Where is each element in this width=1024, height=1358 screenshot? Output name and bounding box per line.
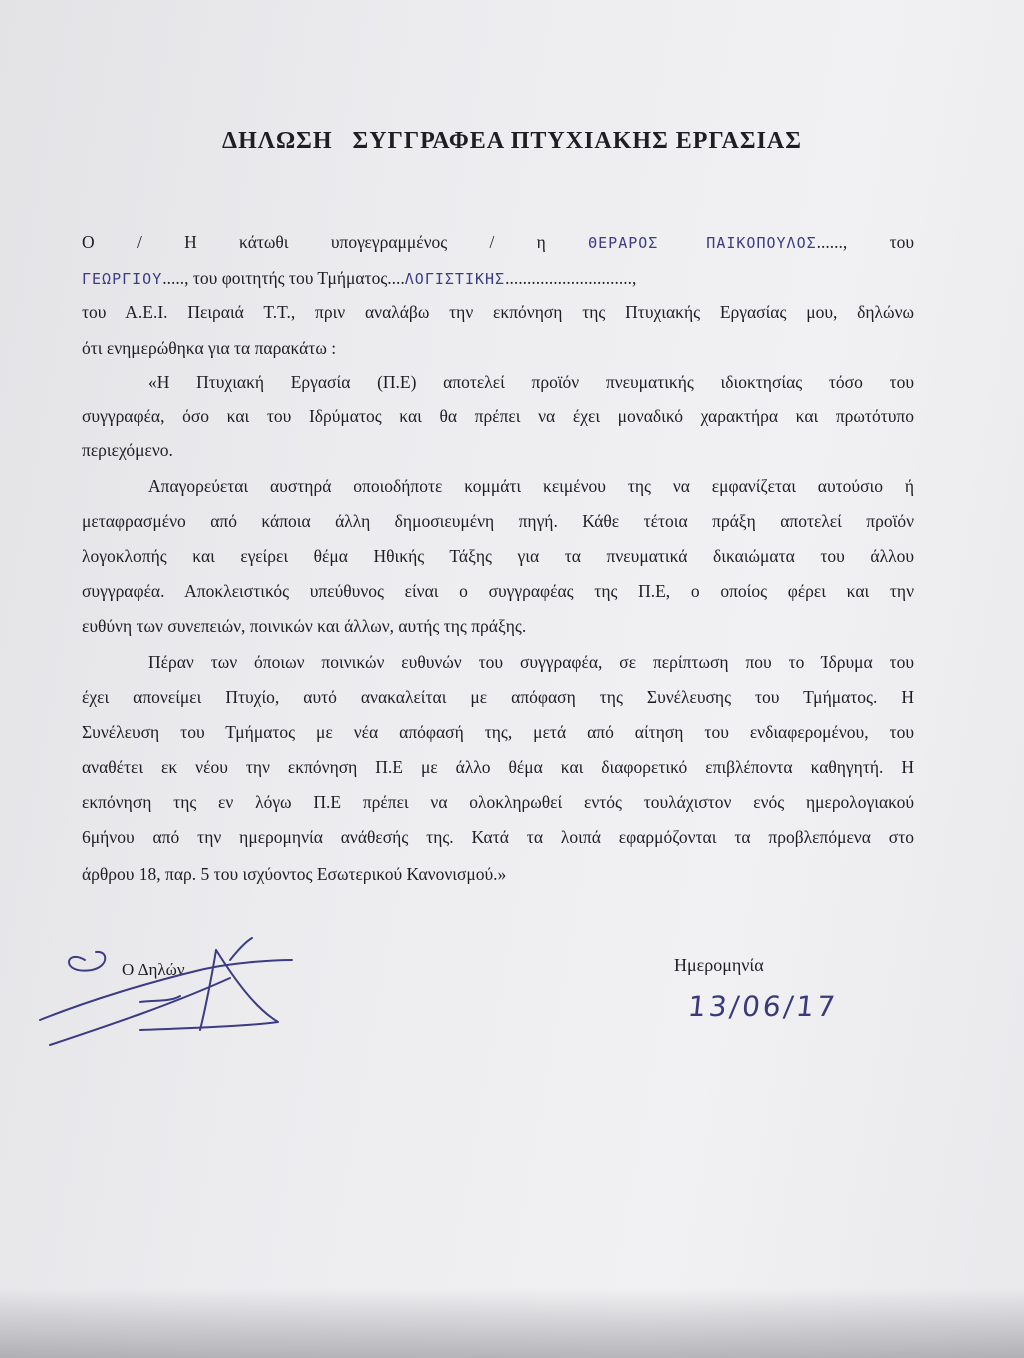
form-line-4: ότι ενημερώθηκα για τα παρακάτω : bbox=[82, 338, 337, 358]
paragraph-2-line-5: ευθύνη των συνεπειών, ποινικών και άλλων, αυτής της πράξης. bbox=[82, 616, 527, 636]
paragraph-2-line-1: Απαγορεύεται αυστηρά οποιοδήποτε κομμάτι κειμένου της να εμφανίζεται αυτούσιο ή bbox=[148, 476, 914, 496]
title-part-2: ΣΥΓΓΡΑΦΕΑ ΠΤΥΧΙΑΚΗΣ ΕΡΓΑΣΙΑΣ bbox=[352, 128, 802, 154]
form-line-2 bbox=[82, 266, 914, 291]
paragraph-3-line-2: έχει απονείμει Πτυχίο, αυτό ανακαλείται με απόφαση της Συνέλευσης του Τμήματος. Η bbox=[82, 687, 914, 707]
paragraph-3-line-1: Πέραν των όποιων ποινικών ευθυνών του συγγραφέα, σε περίπτωση που το Ίδρυμα του bbox=[148, 652, 914, 672]
paragraph-1-line-1: «Η Πτυχιακή Εργασία (Π.Ε) αποτελεί προϊόν πνευματικής ιδιοκτησίας τόσο του bbox=[148, 372, 914, 392]
signature bbox=[30, 930, 310, 1060]
form-line-1 bbox=[82, 230, 914, 255]
declarant-label: Ο Δηλών bbox=[122, 960, 185, 979]
form-line-3: του Α.Ε.Ι. Πειραιά Τ.Τ., πριν αναλάβω την εκπόνηση της Πτυχιακής Εργασίας μου, δηλώνω bbox=[82, 302, 914, 322]
paragraph-3-line-3: Συνέλευση του Τμήματος με νέα απόφασή της, μετά από αίτηση του ενδιαφερομένου, του bbox=[82, 722, 914, 742]
paragraph-3-line-6: 6μήνου από την ημερομηνία ανάθεσής της. Κατά τα λοιπά εφαρμόζονται τα προβλεπόμενα στο bbox=[82, 827, 914, 847]
title-part-1: ΔΗΛΩΣΗ bbox=[222, 128, 333, 154]
handwritten-date: 13/06/17 bbox=[686, 990, 840, 1023]
paragraph-2-line-4: συγγραφέα. Αποκλειστικός υπεύθυνος είναι ο συγγραφέας της Π.Ε, ο οποίος φέρει και την bbox=[82, 581, 914, 601]
paragraph-1-line-2: συγγραφέα, όσο και του Ιδρύματος και θα πρέπει να έχει μοναδικό χαρακτήρα και πρωτότυπο bbox=[82, 406, 914, 426]
handwritten-father-name: ΓΕΩΡΓΙΟΥ bbox=[82, 270, 163, 288]
form-line-2-mid: ....., του φοιτητής του Τμήματος.... bbox=[162, 268, 405, 288]
form-line-1-end: του bbox=[889, 232, 915, 252]
paragraph-2-line-3: λογοκλοπής και εγείρει θέμα Ηθικής Τάξης για τα πνευματικά δικαιώματα του άλλου bbox=[82, 546, 914, 566]
paragraph-2-line-2: μεταφρασμένο από κάποια άλλη δημοσιευμένη πηγή. Κάθε τέτοια πράξη αποτελεί προϊόν bbox=[82, 511, 914, 531]
paragraph-3-line-5: εκπόνηση της εν λόγω Π.Ε πρέπει να ολοκληρωθεί εντός τουλάχιστον ενός ημερολογιακού bbox=[82, 792, 914, 812]
paragraph-3-line-7: άρθρου 18, παρ. 5 του ισχύοντος Εσωτερικού Κανονισμού.» bbox=[82, 864, 507, 884]
form-line-1-start: Ο / Η κάτωθι υπογεγραμμένος / η bbox=[82, 232, 546, 252]
document-title bbox=[0, 128, 1024, 155]
handwritten-department: ΛΟΓΙΣΤΙΚΗΣ bbox=[404, 270, 506, 288]
paragraph-3-line-4: αναθέτει εκ νέου την εκπόνηση Π.Ε με άλλο θέμα και διαφορετικό επιβλέποντα καθηγητή. Η bbox=[82, 757, 914, 777]
form-line-1-dots: ......, bbox=[816, 232, 848, 252]
date-label: Ημερομηνία bbox=[674, 955, 764, 975]
paragraph-1-line-3: περιεχόμενο. bbox=[82, 440, 173, 460]
handwritten-name: ΘΕΡΑΡΟΣ ΠΑΙΚΟΠΟΥΛΟΣ bbox=[588, 234, 817, 252]
form-line-2-dots: ............................., bbox=[505, 268, 637, 288]
